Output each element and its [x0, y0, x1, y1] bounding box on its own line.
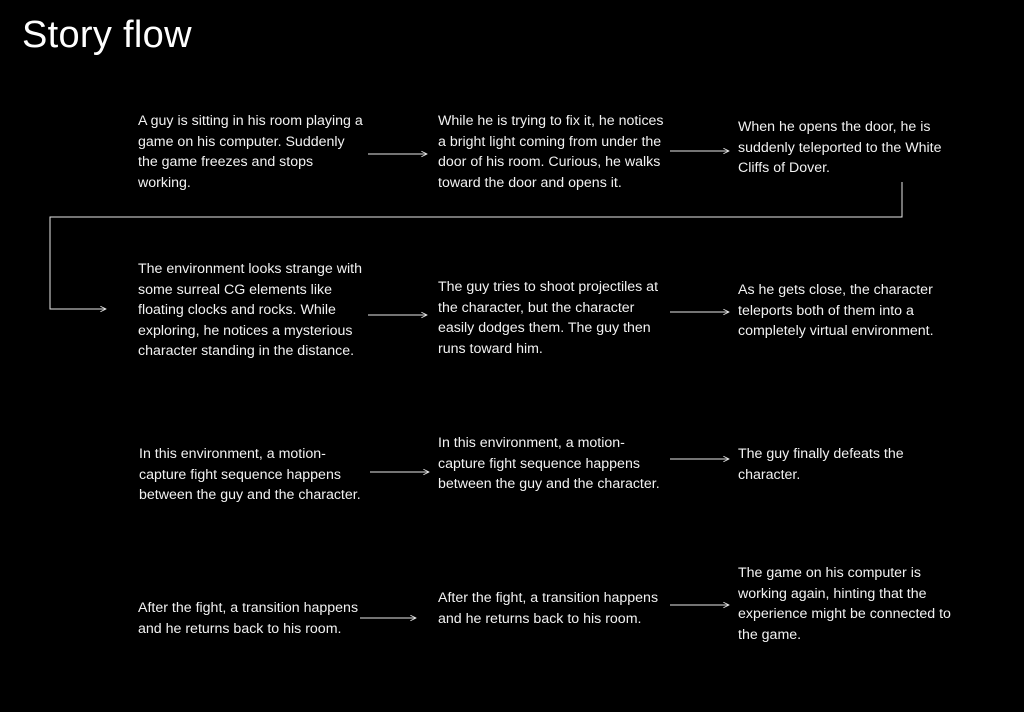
story-step-8: In this environment, a motion-capture fight sequence happens between the guy and the character. [438, 435, 660, 492]
page-title: Story flow [22, 14, 192, 56]
story-step-11: After the fight, a transition happens and he returns back to his room. [438, 590, 659, 627]
story-step-12: The game on his computer is working again, hinting that the experience might be connected to the game. [738, 565, 951, 643]
story-step-10: After the fight, a transition happens and he returns back to his room. [138, 600, 359, 637]
story-step-2: While he is trying to fix it, he notices a bright light coming from under the door of his room. Curious, he walks toward the door and opens it. [438, 113, 664, 191]
story-step-5: The guy tries to shoot projectiles at the character, but the character easily dodges them. The guy then runs toward him. [438, 279, 659, 357]
story-step-9: The guy finally defeats the character. [738, 446, 904, 483]
story-step-6: As he gets close, the character teleports both of them into a completely virtual environment. [738, 282, 934, 339]
story-step-3: When he opens the door, he is suddenly teleported to the White Cliffs of Dover. [738, 119, 942, 176]
story-step-7: In this environment, a motion-capture fight sequence happens between the guy and the character. [139, 446, 361, 503]
story-step-1: A guy is sitting in his room playing a game on his computer. Suddenly the game freezes and stops working. [138, 113, 363, 191]
story-step-4: The environment looks strange with some surreal CG elements like floating clocks and rocks. While exploring, he notices a mysterious character standing in the distance. [138, 261, 362, 359]
